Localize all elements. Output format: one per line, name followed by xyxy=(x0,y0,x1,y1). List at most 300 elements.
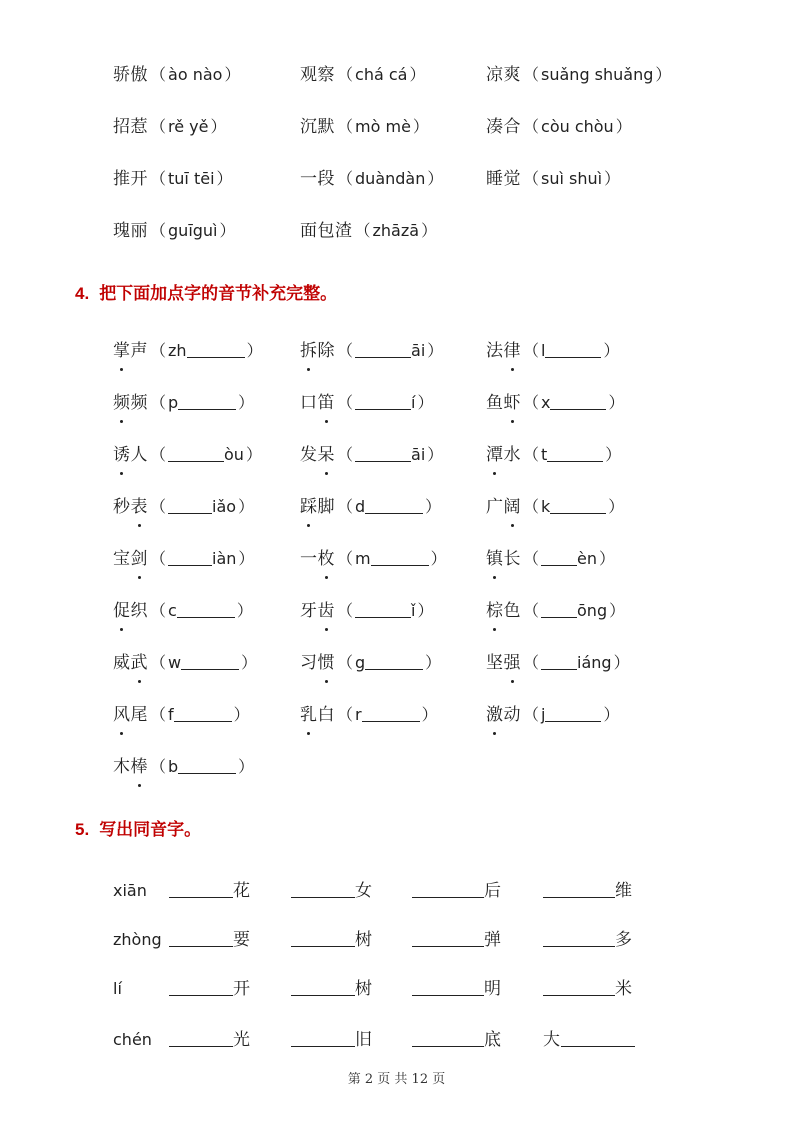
homophone-item xyxy=(169,925,251,955)
close-paren: ） xyxy=(613,653,630,672)
word-character: 发 xyxy=(300,445,318,465)
answer-blank[interactable] xyxy=(412,928,484,947)
emphasis-dot-icon xyxy=(325,628,328,631)
syllable-suffix: iǎo xyxy=(212,497,237,516)
homophone-pinyin: lí xyxy=(113,979,122,998)
homophone-row xyxy=(0,925,793,955)
dotted-character: 表 xyxy=(131,492,149,522)
word-character: 法 xyxy=(486,341,504,361)
close-paren: ） xyxy=(608,393,625,412)
word-character: 口 xyxy=(300,393,318,413)
open-paren: （ xyxy=(337,117,354,136)
open-paren: （ xyxy=(337,169,354,188)
syllable-fill-item xyxy=(486,648,632,678)
close-paren: ） xyxy=(603,341,620,360)
word-character: 尾 xyxy=(130,705,148,725)
homophone-row xyxy=(0,1025,793,1055)
syllable-prefix: b xyxy=(168,757,179,776)
homophone-item xyxy=(291,925,373,955)
dotted-character: 笛 xyxy=(318,388,336,418)
syllable-fill-row xyxy=(0,648,793,678)
open-paren: （ xyxy=(337,601,354,620)
answer-blank[interactable] xyxy=(365,495,423,514)
dotted-character: 拆 xyxy=(300,336,318,366)
pinyin-choice-item xyxy=(486,164,622,194)
syllable-fill-item xyxy=(113,648,259,678)
syllable-fill-item xyxy=(113,492,256,522)
syllable-fill-item xyxy=(300,700,440,730)
homophone-pinyin: xiān xyxy=(113,881,147,900)
answer-blank[interactable] xyxy=(362,703,420,722)
close-paren: ） xyxy=(603,705,620,724)
open-paren: （ xyxy=(523,341,540,360)
answer-blank[interactable] xyxy=(541,651,577,670)
emphasis-dot-icon xyxy=(307,524,310,527)
answer-blank[interactable] xyxy=(355,443,411,462)
answer-blank[interactable] xyxy=(550,495,606,514)
pinyin-choice-item xyxy=(113,164,235,194)
close-paren: ） xyxy=(238,549,255,568)
close-paren: ） xyxy=(615,117,632,136)
syllable-prefix: x xyxy=(541,393,551,412)
word-text: 骄傲 xyxy=(113,65,148,85)
word-text: 凉爽 xyxy=(486,65,521,85)
syllable-prefix: w xyxy=(168,653,182,672)
word-text: 沉默 xyxy=(300,117,335,137)
pinyin-options: ào nào xyxy=(168,65,223,84)
answer-blank[interactable] xyxy=(177,599,235,618)
open-paren: （ xyxy=(337,341,354,360)
answer-blank[interactable] xyxy=(550,391,606,410)
close-paren: ） xyxy=(421,221,438,240)
section-5-heading xyxy=(75,815,201,845)
answer-blank[interactable] xyxy=(169,879,233,898)
word-character: 白 xyxy=(317,705,335,725)
homophone-item xyxy=(412,1025,502,1055)
emphasis-dot-icon xyxy=(307,368,310,371)
section-number: 4. xyxy=(75,284,90,303)
open-paren: （ xyxy=(337,65,354,84)
open-paren: （ xyxy=(523,65,540,84)
open-paren: （ xyxy=(523,549,540,568)
given-character: 树 xyxy=(355,930,373,950)
open-paren: （ xyxy=(523,393,540,412)
given-character: 多 xyxy=(615,930,633,950)
given-character: 米 xyxy=(615,979,633,999)
answer-blank[interactable] xyxy=(541,547,577,566)
pinyin-options: suì shuì xyxy=(541,169,603,188)
emphasis-dot-icon xyxy=(325,680,328,683)
emphasis-dot-icon xyxy=(120,732,123,735)
syllable-fill-row xyxy=(0,700,793,730)
open-paren: （ xyxy=(337,705,354,724)
word-text: 观察 xyxy=(300,65,335,85)
pinyin-choice-row xyxy=(0,60,793,90)
homophone-item xyxy=(291,876,373,906)
open-paren: （ xyxy=(150,601,167,620)
homophone-item xyxy=(412,974,502,1004)
word-character: 除 xyxy=(317,341,335,361)
open-paren: （ xyxy=(150,549,167,568)
syllable-suffix: í xyxy=(411,393,416,412)
open-paren: （ xyxy=(150,341,167,360)
word-text: 瑰丽 xyxy=(113,221,148,241)
answer-blank[interactable] xyxy=(169,1028,233,1047)
word-character: 习 xyxy=(300,653,318,673)
homophone-item xyxy=(169,1025,251,1055)
syllable-fill-item xyxy=(300,440,445,470)
emphasis-dot-icon xyxy=(120,628,123,631)
syllable-fill-item xyxy=(486,388,627,418)
close-paren: ） xyxy=(608,497,625,516)
close-paren: ） xyxy=(216,169,233,188)
dotted-character: 剑 xyxy=(131,544,149,574)
given-character: 旧 xyxy=(355,1030,373,1050)
pinyin-choice-item xyxy=(300,164,445,194)
syllable-suffix: èn xyxy=(577,549,597,568)
answer-blank[interactable] xyxy=(291,879,355,898)
pinyin-choice-row xyxy=(0,216,793,246)
dotted-character: 棒 xyxy=(131,752,149,782)
syllable-fill-item xyxy=(486,440,623,470)
dotted-character: 频 xyxy=(113,388,131,418)
answer-blank[interactable] xyxy=(412,977,484,996)
answer-blank[interactable] xyxy=(291,977,355,996)
syllable-fill-item xyxy=(113,336,265,366)
emphasis-dot-icon xyxy=(138,524,141,527)
homophone-item xyxy=(169,974,251,1004)
syllable-fill-item xyxy=(300,544,449,574)
given-character: 维 xyxy=(615,881,633,901)
answer-blank[interactable] xyxy=(412,1028,484,1047)
open-paren: （ xyxy=(354,221,371,240)
syllable-fill-item xyxy=(300,492,443,522)
section-4-heading xyxy=(75,279,337,309)
open-paren: （ xyxy=(337,497,354,516)
open-paren: （ xyxy=(150,65,167,84)
answer-blank[interactable] xyxy=(178,391,236,410)
answer-blank[interactable] xyxy=(187,339,245,358)
syllable-prefix: zh xyxy=(168,341,187,360)
pinyin-choice-item xyxy=(300,216,439,246)
homophone-item xyxy=(543,974,633,1004)
close-paren: ） xyxy=(605,445,622,464)
answer-blank[interactable] xyxy=(545,703,601,722)
word-character: 动 xyxy=(503,705,521,725)
answer-blank[interactable] xyxy=(412,879,484,898)
pinyin-options: suǎng shuǎng xyxy=(541,65,654,84)
open-paren: （ xyxy=(150,497,167,516)
open-paren: （ xyxy=(523,653,540,672)
emphasis-dot-icon xyxy=(511,524,514,527)
answer-blank[interactable] xyxy=(543,928,615,947)
dotted-character: 齿 xyxy=(318,596,336,626)
open-paren: （ xyxy=(150,757,167,776)
pinyin-options: tuī tēi xyxy=(168,169,215,188)
syllable-fill-row xyxy=(0,336,793,366)
word-character: 广 xyxy=(486,497,504,517)
word-character: 一 xyxy=(300,549,318,569)
word-character: 人 xyxy=(130,445,148,465)
pinyin-choice-item xyxy=(113,112,229,142)
pinyin-options: rě yě xyxy=(168,117,209,136)
pinyin-choice-row xyxy=(0,164,793,194)
syllable-prefix: k xyxy=(541,497,551,516)
open-paren: （ xyxy=(337,549,354,568)
given-character: 开 xyxy=(233,979,251,999)
syllable-prefix: t xyxy=(541,445,548,464)
syllable-fill-item xyxy=(486,336,621,366)
dotted-character: 踩 xyxy=(300,492,318,522)
close-paren: ） xyxy=(430,549,447,568)
close-paren: ） xyxy=(425,653,442,672)
answer-blank[interactable] xyxy=(355,339,411,358)
syllable-fill-row xyxy=(0,388,793,418)
open-paren: （ xyxy=(150,393,167,412)
close-paren: ） xyxy=(236,601,253,620)
syllable-fill-item xyxy=(113,544,256,574)
answer-blank[interactable] xyxy=(355,391,411,410)
syllable-suffix: iáng xyxy=(577,653,612,672)
word-text: 睡觉 xyxy=(486,169,521,189)
syllable-suffix: òu xyxy=(224,445,244,464)
open-paren: （ xyxy=(337,653,354,672)
dotted-character: 虾 xyxy=(504,388,522,418)
open-paren: （ xyxy=(150,117,167,136)
open-paren: （ xyxy=(337,393,354,412)
answer-blank[interactable] xyxy=(545,339,601,358)
word-character: 鱼 xyxy=(486,393,504,413)
pinyin-choice-item xyxy=(113,216,238,246)
close-paren: ） xyxy=(233,705,250,724)
word-character: 木 xyxy=(113,757,131,777)
answer-blank[interactable] xyxy=(169,977,233,996)
emphasis-dot-icon xyxy=(138,784,141,787)
syllable-fill-row xyxy=(0,596,793,626)
word-character: 织 xyxy=(130,601,148,621)
answer-blank[interactable] xyxy=(561,1028,635,1047)
answer-blank[interactable] xyxy=(355,599,411,618)
syllable-prefix: l xyxy=(541,341,546,360)
pinyin-choice-item xyxy=(486,112,634,142)
emphasis-dot-icon xyxy=(511,420,514,423)
word-text: 面包渣 xyxy=(300,221,353,241)
given-character: 大 xyxy=(543,1030,561,1050)
answer-blank[interactable] xyxy=(547,443,603,462)
word-character: 威 xyxy=(113,653,131,673)
close-paren: ） xyxy=(412,117,429,136)
homophone-item xyxy=(543,1025,635,1055)
syllable-prefix: g xyxy=(355,653,366,672)
dotted-character: 潭 xyxy=(486,440,504,470)
emphasis-dot-icon xyxy=(120,420,123,423)
open-paren: （ xyxy=(150,705,167,724)
syllable-fill-item xyxy=(300,336,445,366)
answer-blank[interactable] xyxy=(291,1028,355,1047)
section-title: 写出同音字。 xyxy=(99,820,202,840)
answer-blank[interactable] xyxy=(178,755,236,774)
syllable-fill-item xyxy=(300,648,443,678)
syllable-fill-row xyxy=(0,752,793,782)
answer-blank[interactable] xyxy=(168,495,212,514)
open-paren: （ xyxy=(523,445,540,464)
given-character: 弹 xyxy=(484,930,502,950)
emphasis-dot-icon xyxy=(325,472,328,475)
close-paren: ） xyxy=(238,497,255,516)
open-paren: （ xyxy=(523,169,540,188)
close-paren: ） xyxy=(421,705,438,724)
homophone-item xyxy=(291,974,373,1004)
emphasis-dot-icon xyxy=(307,732,310,735)
close-paren: ） xyxy=(427,445,444,464)
emphasis-dot-icon xyxy=(511,680,514,683)
page-footer: 第 2 页 共 12 页 xyxy=(347,1072,446,1087)
answer-blank[interactable] xyxy=(371,547,429,566)
emphasis-dot-icon xyxy=(493,576,496,579)
syllable-prefix: m xyxy=(355,549,371,568)
given-character: 女 xyxy=(355,881,373,901)
homophone-item xyxy=(543,925,633,955)
syllable-fill-item xyxy=(486,492,626,522)
pinyin-options: guīguì xyxy=(168,221,218,240)
word-text: 招惹 xyxy=(113,117,148,137)
homophone-item xyxy=(412,876,502,906)
close-paren: ） xyxy=(238,393,255,412)
dotted-character: 激 xyxy=(486,700,504,730)
homophone-row xyxy=(0,876,793,906)
syllable-fill-row xyxy=(0,544,793,574)
close-paren: ） xyxy=(224,65,241,84)
open-paren: （ xyxy=(523,117,540,136)
dotted-character: 武 xyxy=(131,648,149,678)
answer-blank[interactable] xyxy=(174,703,232,722)
close-paren: ） xyxy=(425,497,442,516)
syllable-fill-item xyxy=(113,596,255,626)
close-paren: ） xyxy=(245,445,262,464)
open-paren: （ xyxy=(150,169,167,188)
homophone-item xyxy=(543,876,633,906)
pinyin-choice-item xyxy=(300,60,427,90)
syllable-prefix: c xyxy=(168,601,177,620)
word-character: 秒 xyxy=(113,497,131,517)
dotted-character: 乳 xyxy=(300,700,318,730)
close-paren: ） xyxy=(241,653,258,672)
pinyin-options: zhāzā xyxy=(372,221,420,240)
close-paren: ） xyxy=(210,117,227,136)
answer-blank[interactable] xyxy=(181,651,239,670)
open-paren: （ xyxy=(150,221,167,240)
syllable-prefix: d xyxy=(355,497,366,516)
close-paren: ） xyxy=(417,393,434,412)
syllable-prefix: j xyxy=(541,705,546,724)
answer-blank[interactable] xyxy=(543,977,615,996)
pinyin-options: còu chòu xyxy=(541,117,614,136)
word-character: 牙 xyxy=(300,601,318,621)
word-text: 推开 xyxy=(113,169,148,189)
pinyin-choice-row xyxy=(0,112,793,142)
word-character: 声 xyxy=(130,341,148,361)
given-character: 要 xyxy=(233,930,251,950)
close-paren: ） xyxy=(219,221,236,240)
emphasis-dot-icon xyxy=(325,420,328,423)
syllable-fill-item xyxy=(113,700,252,730)
close-paren: ） xyxy=(609,601,626,620)
homophone-item xyxy=(412,925,502,955)
emphasis-dot-icon xyxy=(138,576,141,579)
dotted-character: 促 xyxy=(113,596,131,626)
close-paren: ） xyxy=(238,757,255,776)
answer-blank[interactable] xyxy=(169,928,233,947)
open-paren: （ xyxy=(523,497,540,516)
given-character: 树 xyxy=(355,979,373,999)
dotted-character: 棕 xyxy=(486,596,504,626)
dotted-character: 掌 xyxy=(113,336,131,366)
close-paren: ） xyxy=(246,341,263,360)
close-paren: ） xyxy=(604,169,621,188)
syllable-fill-item xyxy=(113,752,256,782)
answer-blank[interactable] xyxy=(365,651,423,670)
emphasis-dot-icon xyxy=(138,680,141,683)
emphasis-dot-icon xyxy=(511,368,514,371)
answer-blank[interactable] xyxy=(168,547,212,566)
homophone-pinyin: zhòng xyxy=(113,930,162,949)
syllable-suffix: āi xyxy=(411,445,426,464)
syllable-fill-item xyxy=(300,388,435,418)
dotted-character: 惯 xyxy=(318,648,336,678)
syllable-fill-item xyxy=(486,700,621,730)
answer-blank[interactable] xyxy=(543,879,615,898)
dotted-character: 诱 xyxy=(113,440,131,470)
answer-blank[interactable] xyxy=(291,928,355,947)
syllable-fill-item xyxy=(113,440,264,470)
section-number: 5. xyxy=(75,820,90,839)
syllable-prefix: r xyxy=(355,705,362,724)
pinyin-choice-item xyxy=(486,60,673,90)
dotted-character: 枚 xyxy=(318,544,336,574)
section-title: 把下面加点字的音节补充完整。 xyxy=(99,284,338,304)
syllable-suffix: iàn xyxy=(212,549,237,568)
emphasis-dot-icon xyxy=(325,576,328,579)
homophone-row xyxy=(0,974,793,1004)
close-paren: ） xyxy=(427,341,444,360)
word-text: 一段 xyxy=(300,169,335,189)
pinyin-choice-item xyxy=(113,60,242,90)
given-character: 底 xyxy=(484,1030,502,1050)
syllable-fill-item xyxy=(300,596,435,626)
dotted-character: 镇 xyxy=(486,544,504,574)
close-paren: ） xyxy=(427,169,444,188)
word-text: 凑合 xyxy=(486,117,521,137)
open-paren: （ xyxy=(337,445,354,464)
given-character: 花 xyxy=(233,881,251,901)
close-paren: ） xyxy=(655,65,672,84)
answer-blank[interactable] xyxy=(168,443,224,462)
word-character: 色 xyxy=(503,601,521,621)
dotted-character: 呆 xyxy=(318,440,336,470)
emphasis-dot-icon xyxy=(493,628,496,631)
pinyin-options: mò mè xyxy=(355,117,411,136)
given-character: 明 xyxy=(484,979,502,999)
open-paren: （ xyxy=(150,445,167,464)
emphasis-dot-icon xyxy=(493,472,496,475)
open-paren: （ xyxy=(150,653,167,672)
given-character: 后 xyxy=(484,881,502,901)
syllable-fill-row xyxy=(0,440,793,470)
answer-blank[interactable] xyxy=(541,599,577,618)
word-character: 宝 xyxy=(113,549,131,569)
syllable-fill-item xyxy=(486,544,617,574)
syllable-fill-row xyxy=(0,492,793,522)
